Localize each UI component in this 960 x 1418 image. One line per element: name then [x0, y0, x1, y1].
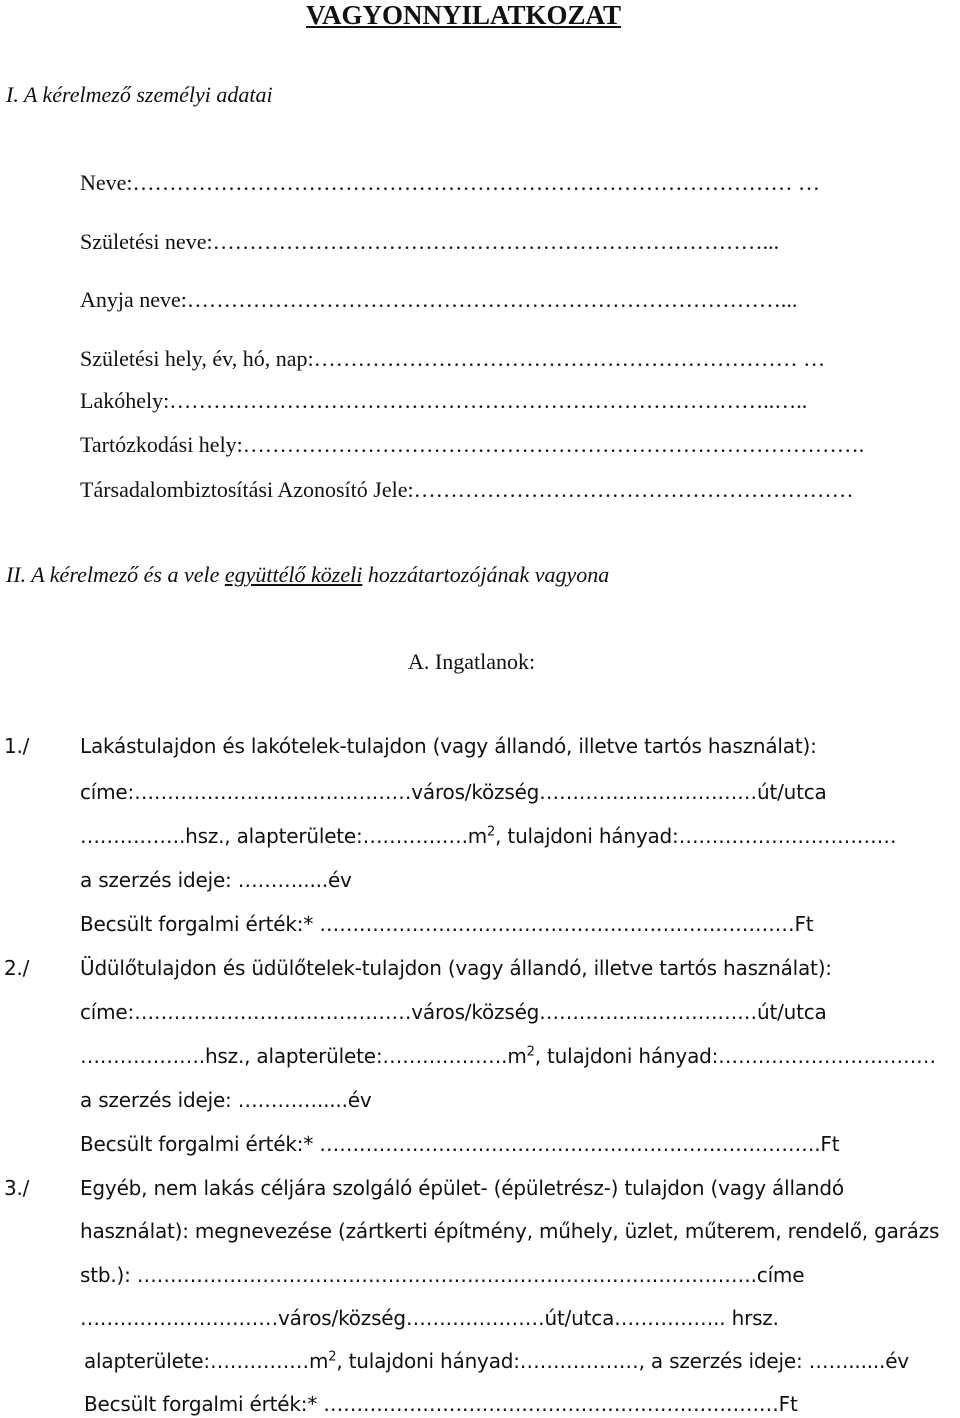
item-1-area — [80, 826, 896, 846]
item-1-area-post: , tulajdoni hányad:…………………………… — [495, 824, 897, 848]
field-birth-name: Születési neve:…………………………………………………………………... — [80, 229, 780, 254]
subsection-heading-real-estate: A. Ingatlanok: — [408, 649, 536, 674]
item-3-title-line-3: stb.): ………………………………………………………………………………….címe — [80, 1263, 805, 1287]
item-2-number: 2./ — [4, 956, 30, 980]
squared-superscript: 2 — [526, 1044, 535, 1060]
item-2-title: Üdülőtulajdon és üdülőtelek-tulajdon (vagy állandó, illetve tartós használat): — [80, 956, 832, 980]
field-mother-name: Anyja neve:………………………………………………………………………... — [80, 287, 798, 312]
field-residence: Lakóhely:………………………………………………………………………..….. — [80, 388, 808, 413]
item-2-value: Becsült forgalmi érték:* ………………………………………………………………….Ft — [80, 1132, 840, 1156]
item-1-value: Becsült forgalmi érték:* ………………………………………………………………Ft — [80, 912, 814, 936]
field-social-security-id: Társadalombiztosítási Azonosító Jele:…………………………………………………… — [80, 477, 854, 502]
item-1-address: címe:……………………………………város/község……………………………út/utca — [80, 780, 827, 804]
squared-superscript: 2 — [487, 824, 496, 840]
squared-superscript: 2 — [328, 1349, 337, 1365]
item-2-area-post: , tulajdoni hányad:…………………………… — [534, 1044, 936, 1068]
section-2-heading — [6, 564, 609, 586]
item-1-number: 1./ — [4, 734, 30, 758]
section-2-heading-suffix: hozzátartozójának vagyona — [362, 562, 610, 587]
item-2-acquired: a szerzés ideje: ………….....év — [80, 1088, 372, 1112]
item-3-title: Egyéb, nem lakás céljára szolgáló épület- (épületrész-) tulajdon (vagy állandó — [80, 1176, 844, 1200]
section-2-heading-prefix: II. A kérelmező és a vele — [6, 562, 225, 587]
item-3-address: …………………………város/község…………………út/utca…………….. hrsz. — [80, 1306, 779, 1330]
item-3-area — [84, 1351, 909, 1371]
section-2-heading-underlined: együttélő közeli — [224, 562, 363, 587]
item-2-area — [80, 1046, 936, 1066]
item-3-value: Becsült forgalmi érték:* ……………………………………………………………Ft — [84, 1392, 798, 1416]
section-1-heading: I. A kérelmező személyi adatai — [6, 82, 273, 107]
item-1-area-pre: …………….hsz., alapterülete:…………….m — [80, 824, 488, 848]
item-3-area-post: , tulajdoni hányad:………………, a szerzés ideje: ……......év — [336, 1349, 909, 1373]
item-2-area-pre: ……………….hsz., alapterülete:……………….m — [80, 1044, 527, 1068]
item-2-address: címe:……………………………………város/község……………………………út/utca — [80, 1000, 827, 1024]
item-1-acquired: a szerzés ideje: ……….....év — [80, 868, 352, 892]
item-3-title-line-2: használat): megnevezése (zártkerti építmény, műhely, üzlet, műterem, rendelő, garázs — [80, 1219, 940, 1243]
item-1-title: Lakástulajdon és lakótelek-tulajdon (vagy állandó, illetve tartós használat): — [80, 734, 817, 758]
field-name: Neve:……………………………………………………………………………… … — [80, 170, 821, 195]
field-stay-address: Tartózkodási hely:…………………………………………………………………………. — [80, 432, 865, 457]
item-3-number: 3./ — [4, 1176, 30, 1200]
document-title: VAGYONNYILATKOZAT — [306, 0, 622, 30]
item-3-area-pre: alapterülete:……………m — [84, 1349, 329, 1373]
field-birth-place-date: Születési hely, év, hó, nap:………………………………………………………… … — [80, 346, 826, 371]
